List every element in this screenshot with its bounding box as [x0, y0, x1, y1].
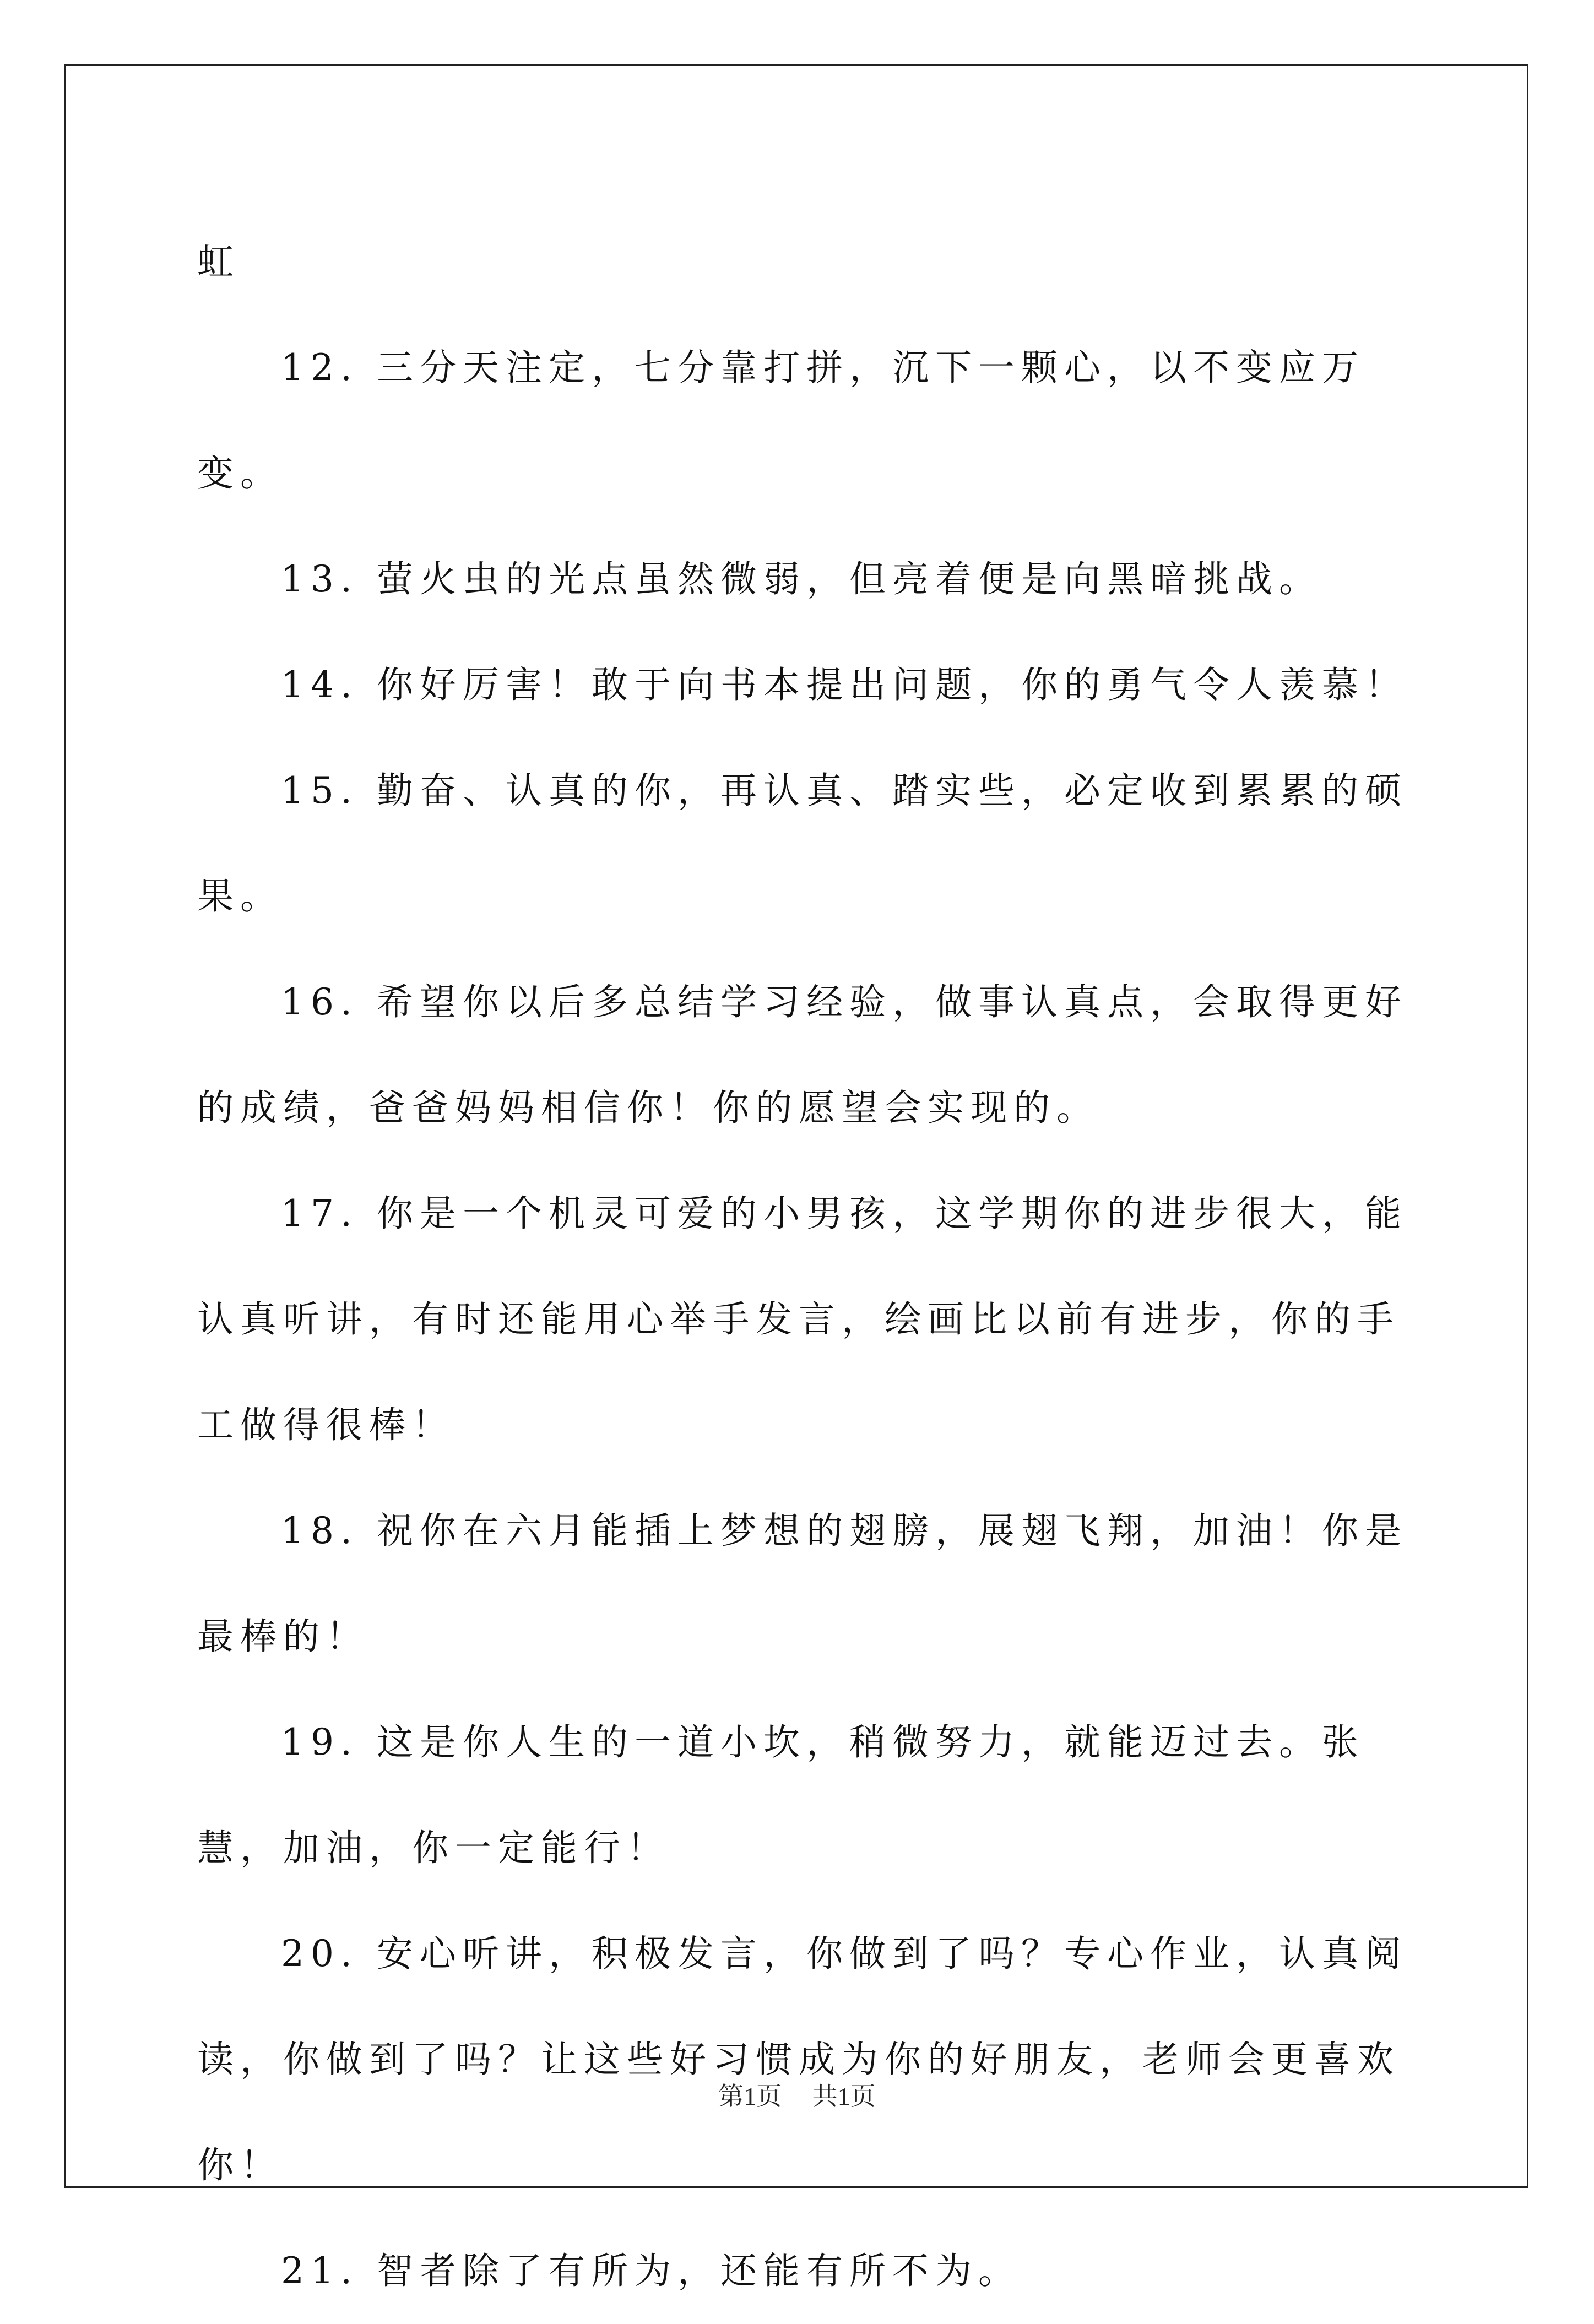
paragraph: 12. 三分天注定，七分靠打拼，沉下一颗心，以不变应万变。: [197, 346, 1365, 495]
paragraph: 20. 安心听讲，积极发言，你做到了吗？专心作业，认真阅读，你做到了吗？让这些好习惯成为你的好朋友，老师会更喜欢你！: [197, 1932, 1408, 2186]
document-body: [197, 209, 1409, 2324]
page-total: 共1页: [812, 2082, 876, 2110]
paragraph: 13. 萤火虫的光点虽然微弱，但亮着便是向黑暗挑战。: [281, 558, 1322, 600]
page-number: 第1页: [718, 2082, 782, 2110]
paragraph: 18. 祝你在六月能插上梦想的翅膀，展翅飞翔，加油！你是最棒的！: [197, 1509, 1408, 1658]
paragraph: 17. 你是一个机灵可爱的小男孩，这学期你的进步很大，能认真听讲，有时还能用心举手发言，绘画比以前有进步，你的手工做得很棒！: [197, 1192, 1408, 1446]
paragraph: 16. 希望你以后多总结学习经验，做事认真点，会取得更好的成绩，爸爸妈妈相信你！你的愿望会实现的。: [197, 981, 1408, 1129]
paragraph: 14. 你好厉害！敢于向书本提出问题，你的勇气令人羡慕！: [281, 664, 1408, 706]
page-footer: [0, 2076, 1594, 2113]
paragraph: 虹: [197, 241, 240, 283]
paragraph: 19. 这是你人生的一道小坎，稍微努力，就能迈过去。张慧，加油，你一定能行！: [197, 1721, 1365, 1869]
paragraph: 15. 勤奋、认真的你，再认真、踏实些，必定收到累累的硕果。: [197, 769, 1408, 917]
paragraph: 21. 智者除了有所为，还能有所不为。: [281, 2250, 1021, 2292]
